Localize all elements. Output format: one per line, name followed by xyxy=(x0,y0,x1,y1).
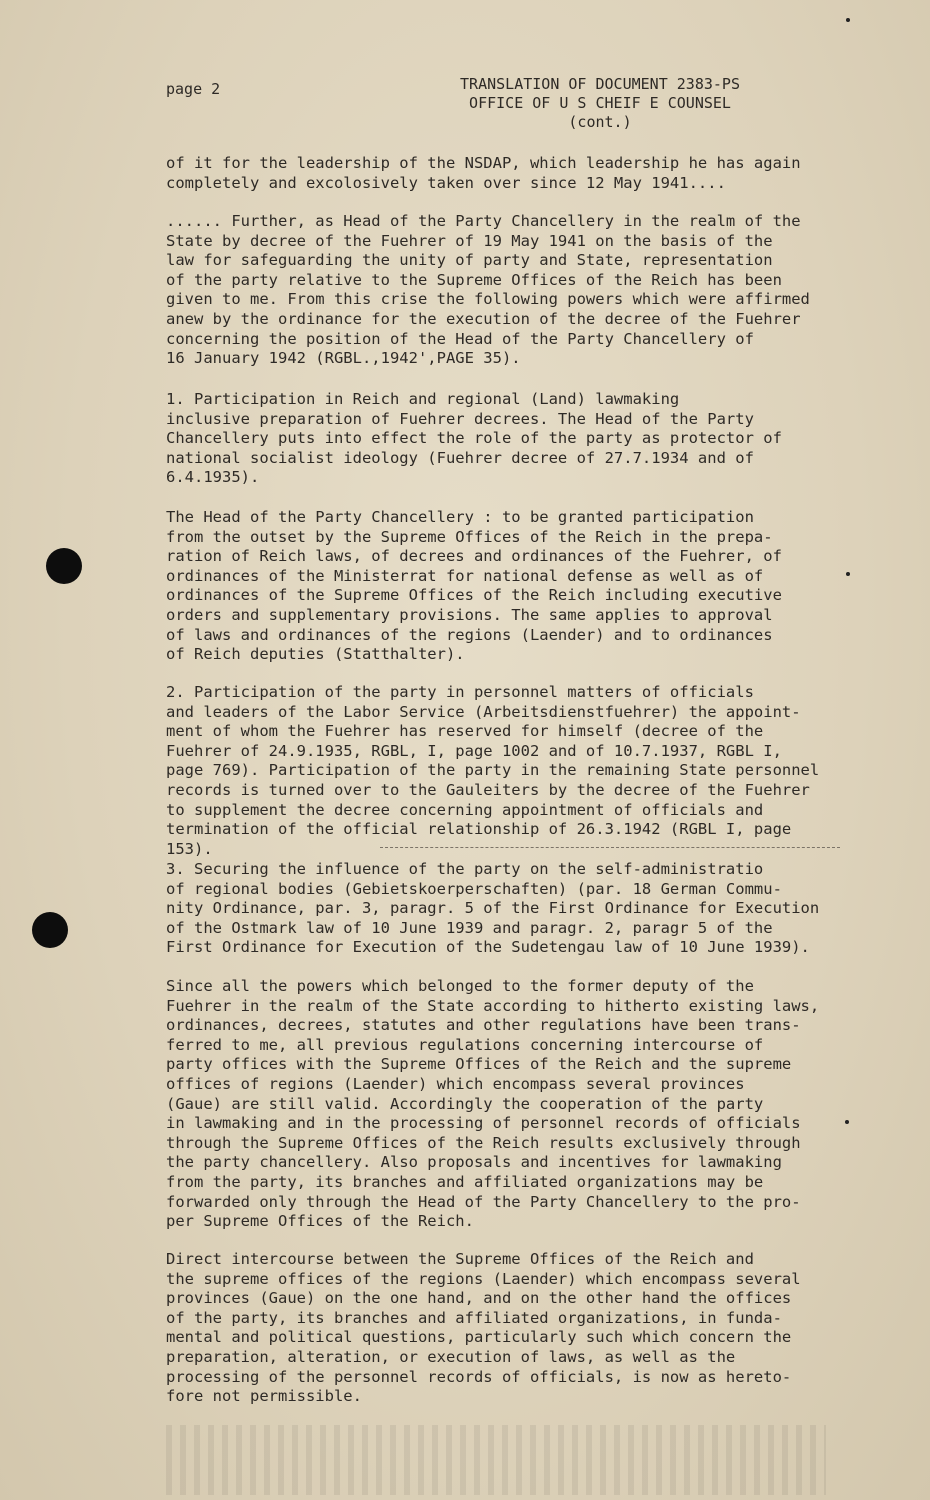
ink-speck xyxy=(846,572,850,576)
page-number: page 2 xyxy=(166,80,221,98)
paragraph-powers-transferred: Since all the powers which belonged to the former deputy of the Fuehrer in the realm of the State according to hitherto existing laws, ordinances, decrees, statutes and other regulations have been trans- ferred to me, all previous regulations concerning intercourse of party offices with the Supreme Offices of the Reich and the supreme offices of regions (Laender) which encompass several provinces (Gaue) are still valid. Accordingly the cooperation of the party in lawmaking and in the processing of personnel records of officials through the Supreme Offices of the Reich results exclusively through the party chancellery. Also proposals and incentives for lawmaking from the party, its branches and affiliated organizations may be forwarded only through the Head of the Party Chancellery to the pro- per Supreme Offices of the Reich. xyxy=(166,977,820,1231)
paragraph-head-chancellery: ...... Further, as Head of the Party Chancellery in the realm of the State by decree of the Fuehrer of 19 May 1941 on the basis of the law for safeguarding the unity of party and State, representation of the party relative to the Supreme Offices of the Reich has been given to me. From this crise the following powers which were affirmed anew by the ordinance for the execution of the decree of the Fuehrer concerning the position of the Head of the Party Chancellery of 16 January 1942 (RGBL.,1942',PAGE 35). xyxy=(166,212,810,368)
punch-hole-bottom xyxy=(32,912,68,948)
document-header xyxy=(400,75,800,132)
paragraph-item-1: 1. Participation in Reich and regional (Land) lawmaking inclusive preparation of Fuehrer decrees. The Head of the Party Chancellery puts into effect the role of the party as protector of national socialist ideology (Fuehrer decree of 27.7.1934 and of 6.4.1935). xyxy=(166,390,782,487)
paragraph-participation: The Head of the Party Chancellery : to be granted participation from the outset by the Supreme Offices of the Reich in the prepa- ration of Reich laws, of decrees and ordinances of the Fuehrer, of ordinances of the Ministerrat for national defense as well as of ordinances of the Supreme Offices of the Reich including executive orders and supplementary provisions. The same applies to approval of laws and ordinances of the regions (Laender) and to ordinances of Reich deputies (Statthalter). xyxy=(166,508,782,664)
paragraph-item-2: 2. Participation of the party in personnel matters of officials and leaders of the Labor Service (Arbeitsdienstfuehrer) the appoint- ment of whom the Fuehrer has reserved for himself (decree of the Fuehrer of 24.9.1935, RGBL, I, page 1002 and of 10.7.1937, RGBL I, page 769). Participation of the party in the remaining State personnel records is turned over to the Gauleiters by the decree of the Fuehrer to supplement the decree concerning appointment of officials and termination of the official relationship of 26.3.1942 (RGBL I, page 153). xyxy=(166,683,820,858)
punch-hole-top xyxy=(46,548,82,584)
paragraph-leadership: of it for the leadership of the NSDAP, which leadership he has again completely and excolosively taken over since 12 May 1941.... xyxy=(166,154,801,192)
header-cont: (cont.) xyxy=(568,113,632,131)
ink-speck xyxy=(846,18,850,22)
paragraph-direct-intercourse: Direct intercourse between the Supreme Offices of the Reich and the supreme offices of the regions (Laender) which encompass several provinces (Gaue) on the one hand, and on the other hand the offices of the party, its branches and affiliated organizations, in funda- mental and political questions, particularly such which concern the preparation, alteration, or execution of laws, as well as the processing of the personnel records of officials, is now as hereto- fore not permissible. xyxy=(166,1250,801,1406)
separator-line xyxy=(380,847,840,848)
header-title: TRANSLATION OF DOCUMENT 2383-PS xyxy=(460,75,740,93)
illegible-bottom-text xyxy=(166,1425,826,1495)
header-office: OFFICE OF U S CHEIF E COUNSEL xyxy=(469,94,731,112)
paragraph-item-3: 3. Securing the influence of the party on the self-administratio of regional bodies (Gebietskoerperschaften) (par. 18 German Commu- nity Ordinance, par. 3, paragr. 5 of the First Ordinance for Execution of the Ostmark law of 10 June 1939 and paragr. 2, paragr 5 of the First Ordinance for Execution of the Sudetengau law of 10 June 1939). xyxy=(166,860,820,957)
